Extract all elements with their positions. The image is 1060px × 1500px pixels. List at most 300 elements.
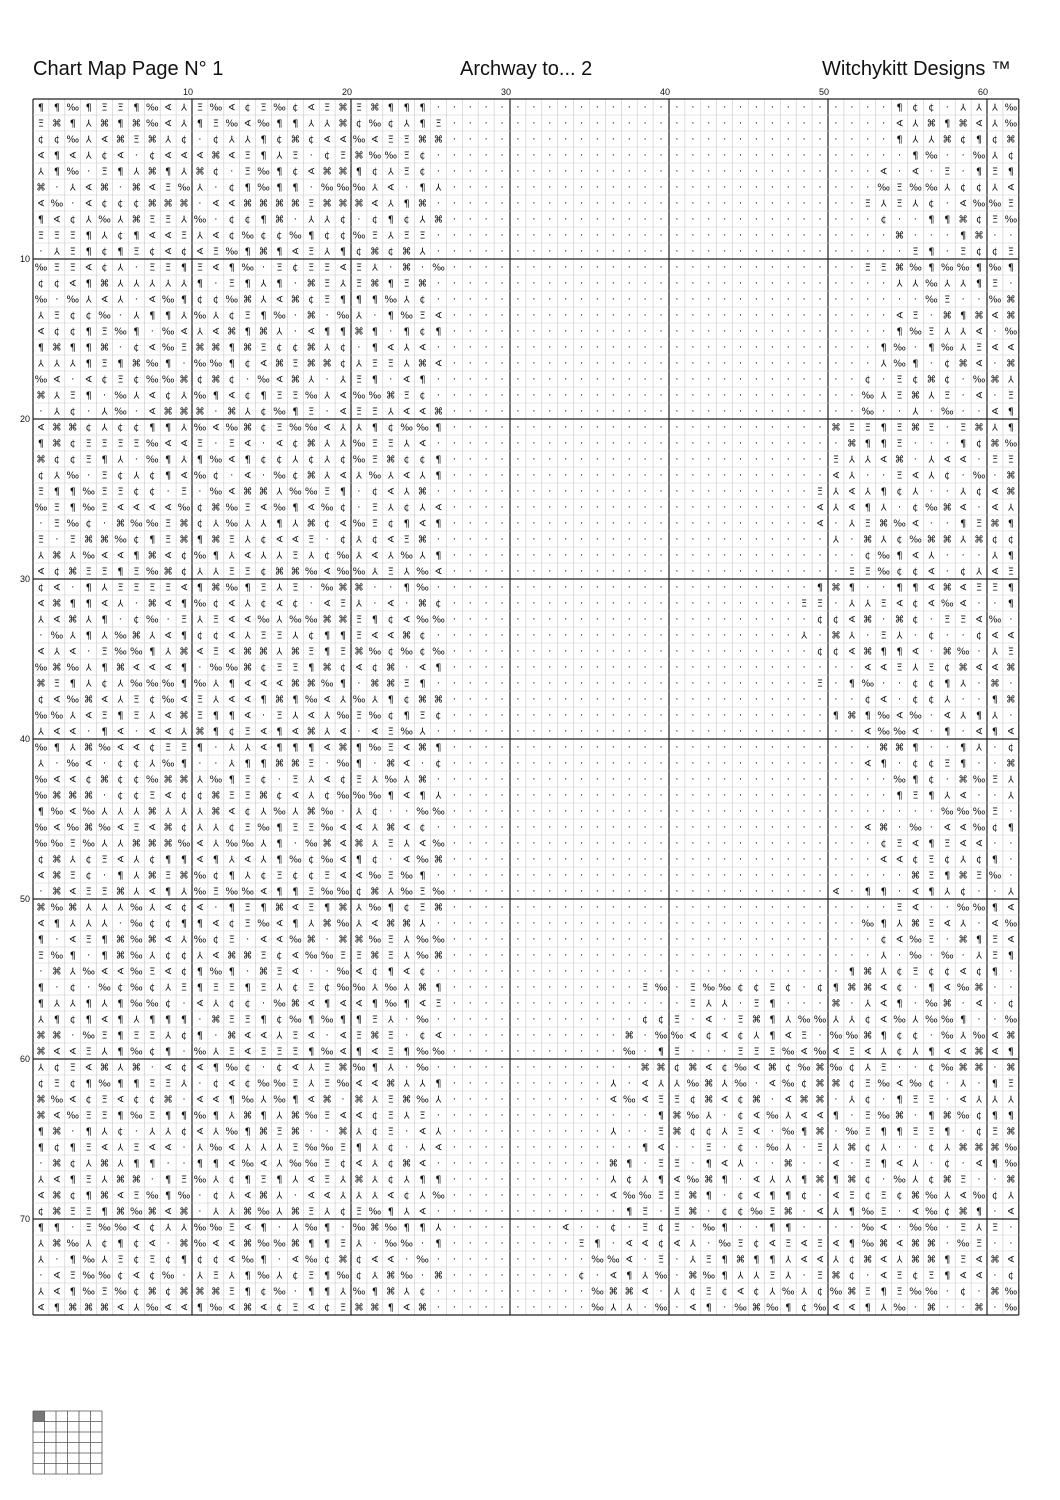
stitch-symbol: · xyxy=(659,550,663,562)
stitch-symbol: · xyxy=(611,230,615,242)
stitch-symbol: ∢ xyxy=(211,198,220,210)
stitch-symbol: · xyxy=(580,454,584,466)
stitch-symbol: · xyxy=(118,614,122,626)
stitch-symbol: ⌘ xyxy=(52,1238,62,1250)
stitch-symbol: · xyxy=(627,1014,631,1026)
stitch-symbol: · xyxy=(468,870,472,882)
stitch-symbol: Ξ xyxy=(37,486,44,498)
stitch-symbol: · xyxy=(818,854,822,866)
stitch-symbol: ∢ xyxy=(370,134,379,146)
stitch-symbol: ⌘ xyxy=(242,198,253,210)
stitch-symbol: ⅄ xyxy=(117,1142,124,1154)
stitch-symbol: · xyxy=(516,790,520,802)
stitch-symbol: ‰ xyxy=(129,934,143,946)
stitch-symbol: · xyxy=(500,1222,504,1234)
stitch-symbol: ¶ xyxy=(721,1174,728,1186)
stitch-symbol: Ξ xyxy=(133,1190,140,1202)
stitch-symbol: · xyxy=(627,886,631,898)
stitch-symbol: · xyxy=(468,134,472,146)
stitch-symbol: · xyxy=(834,678,838,690)
stitch-symbol: ‰ xyxy=(972,470,986,482)
stitch-symbol: ¢ xyxy=(101,678,108,690)
stitch-symbol: Ξ xyxy=(101,102,108,114)
stitch-symbol: ⌘ xyxy=(370,246,380,258)
stitch-symbol: · xyxy=(643,582,647,594)
stitch-symbol: · xyxy=(452,1174,456,1186)
stitch-symbol: Ξ xyxy=(928,1270,935,1282)
stitch-symbol: · xyxy=(675,182,679,194)
stitch-symbol: · xyxy=(850,118,854,130)
stitch-symbol: · xyxy=(484,1094,488,1106)
stitch-symbol: ⅄ xyxy=(308,214,315,226)
stitch-symbol: ⌘ xyxy=(83,822,94,834)
current-page-cell xyxy=(33,1411,45,1422)
stitch-symbol: Ξ xyxy=(165,582,172,594)
stitch-symbol: ‰ xyxy=(940,262,954,274)
stitch-symbol: ⌘ xyxy=(910,390,921,402)
stitch-symbol: · xyxy=(850,550,854,562)
stitch-symbol: · xyxy=(723,454,727,466)
stitch-symbol: · xyxy=(723,518,727,530)
stitch-symbol: ¢ xyxy=(196,518,203,530)
stitch-symbol: ¶ xyxy=(594,1238,601,1250)
stitch-symbol: ¢ xyxy=(387,422,394,434)
stitch-symbol: ⅄ xyxy=(212,822,219,834)
stitch-symbol: · xyxy=(770,710,774,722)
stitch-symbol: ⅄ xyxy=(356,550,362,562)
stitch-symbol: · xyxy=(516,934,520,946)
stitch-symbol: ¶ xyxy=(37,982,44,994)
stitch-symbol: ⌘ xyxy=(433,694,444,706)
stitch-symbol: ¢ xyxy=(85,774,92,786)
stitch-symbol: · xyxy=(739,486,743,498)
stitch-symbol: ⌘ xyxy=(990,1254,1000,1266)
stitch-symbol: · xyxy=(468,838,472,850)
stitch-symbol: ¶ xyxy=(149,646,156,658)
stitch-symbol: ¢ xyxy=(165,918,172,930)
stitch-symbol: · xyxy=(659,134,663,146)
stitch-symbol: · xyxy=(436,1254,440,1266)
stitch-symbol: · xyxy=(913,438,917,450)
stitch-symbol: ⅄ xyxy=(133,886,140,898)
stitch-symbol: · xyxy=(516,454,520,466)
stitch-symbol: · xyxy=(516,886,520,898)
stitch-symbol: · xyxy=(611,1238,615,1250)
stitch-symbol: · xyxy=(516,1046,520,1058)
stitch-symbol: ⅄ xyxy=(387,550,394,562)
stitch-symbol: Ξ xyxy=(85,886,92,898)
stitch-symbol: ⅄ xyxy=(101,838,108,850)
stitch-symbol: ‰ xyxy=(304,1142,318,1154)
stitch-symbol: · xyxy=(723,854,727,866)
stitch-symbol: ¶ xyxy=(69,502,76,514)
stitch-symbol: ¶ xyxy=(101,950,108,962)
stitch-symbol: · xyxy=(739,822,743,834)
stitch-symbol: ⌘ xyxy=(258,486,269,498)
stitch-symbol: · xyxy=(595,1014,599,1026)
stitch-symbol: ‰ xyxy=(66,662,80,674)
stitch-symbol: Ξ xyxy=(292,1078,299,1090)
stitch-symbol: ⅄ xyxy=(197,566,203,578)
stitch-symbol: · xyxy=(723,486,727,498)
stitch-symbol: ‰ xyxy=(336,566,350,578)
stitch-symbol: · xyxy=(484,550,488,562)
stitch-symbol: · xyxy=(739,758,743,770)
stitch-symbol: ¢ xyxy=(642,1014,649,1026)
stitch-symbol: · xyxy=(818,662,822,674)
stitch-symbol: ⅄ xyxy=(960,918,967,930)
stitch-symbol: ⅄ xyxy=(912,1046,919,1058)
stitch-symbol: · xyxy=(595,950,599,962)
stitch-symbol: ¢ xyxy=(419,390,426,402)
stitch-symbol: · xyxy=(818,198,822,210)
stitch-symbol: · xyxy=(516,742,520,754)
stitch-symbol: · xyxy=(643,182,647,194)
stitch-symbol: ∢ xyxy=(402,406,411,418)
stitch-symbol: · xyxy=(723,310,727,322)
stitch-symbol: · xyxy=(1009,614,1013,626)
stitch-symbol: · xyxy=(611,518,615,530)
stitch-symbol: ‰ xyxy=(145,102,159,114)
stitch-symbol: · xyxy=(913,1062,917,1074)
stitch-symbol: ⌘ xyxy=(163,822,173,834)
stitch-symbol: · xyxy=(580,902,584,914)
stitch-symbol: ‰ xyxy=(972,806,986,818)
stitch-symbol: · xyxy=(516,294,520,306)
stitch-symbol: · xyxy=(818,1222,822,1234)
stitch-symbol: ⌘ xyxy=(433,134,444,146)
stitch-symbol: ¶ xyxy=(276,278,283,290)
stitch-symbol: · xyxy=(739,534,743,546)
stitch-symbol: · xyxy=(723,566,727,578)
stitch-symbol: · xyxy=(580,758,584,770)
stitch-symbol: ‰ xyxy=(114,630,127,642)
stitch-symbol: · xyxy=(611,998,615,1010)
stitch-symbol: Ξ xyxy=(419,902,426,914)
stitch-symbol: ‰ xyxy=(781,1078,795,1090)
stitch-symbol: Ξ xyxy=(403,678,410,690)
stitch-symbol: · xyxy=(516,1302,520,1314)
stitch-symbol: · xyxy=(739,422,743,434)
stitch-symbol: ⅄ xyxy=(133,854,140,866)
stitch-symbol: ‰ xyxy=(352,1062,366,1074)
stitch-symbol: ⅄ xyxy=(833,1142,839,1154)
stitch-symbol: Ξ xyxy=(244,918,251,930)
stitch-symbol: ¢ xyxy=(1007,742,1014,754)
stitch-symbol: · xyxy=(103,518,107,530)
stitch-symbol: · xyxy=(754,326,758,338)
stitch-symbol: · xyxy=(882,678,886,690)
stitch-symbol: · xyxy=(500,1270,504,1282)
stitch-symbol: · xyxy=(548,342,552,354)
stitch-symbol: ⅄ xyxy=(324,438,331,450)
stitch-symbol: ⌘ xyxy=(417,694,428,706)
stitch-symbol: ⌘ xyxy=(926,1254,937,1266)
stitch-symbol: · xyxy=(564,646,568,658)
stitch-symbol: ¶ xyxy=(101,934,108,946)
stitch-symbol: ⅄ xyxy=(340,1190,346,1202)
stitch-symbol: · xyxy=(961,1302,965,1314)
stitch-symbol: · xyxy=(452,822,456,834)
stitch-symbol: ∢ xyxy=(816,1206,825,1218)
stitch-symbol: · xyxy=(516,582,520,594)
stitch-symbol: ¢ xyxy=(196,790,203,802)
stitch-symbol: · xyxy=(675,198,679,210)
stitch-symbol: ∢ xyxy=(259,1158,268,1170)
stitch-symbol: ⅄ xyxy=(165,646,172,658)
stitch-symbol: Ξ xyxy=(737,1046,744,1058)
stitch-symbol: ⅄ xyxy=(117,694,124,706)
stitch-symbol: · xyxy=(993,358,997,370)
stitch-symbol: · xyxy=(723,726,727,738)
stitch-symbol: ¢ xyxy=(928,1078,935,1090)
stitch-symbol: ‰ xyxy=(193,934,207,946)
stitch-symbol: ¶ xyxy=(244,1270,251,1282)
stitch-symbol: ‰ xyxy=(257,1078,270,1090)
stitch-symbol: ¢ xyxy=(832,646,839,658)
stitch-symbol: ¶ xyxy=(976,710,983,722)
stitch-symbol: ¢ xyxy=(960,134,967,146)
stitch-symbol: · xyxy=(818,150,822,162)
stitch-symbol: ⌘ xyxy=(942,998,952,1010)
stitch-symbol: ∢ xyxy=(434,1030,443,1042)
stitch-symbol: ⅄ xyxy=(976,1094,982,1106)
stitch-symbol: ¢ xyxy=(991,134,998,146)
stitch-symbol: ‰ xyxy=(893,1302,906,1314)
stitch-symbol: ∢ xyxy=(1006,630,1015,642)
stitch-symbol: · xyxy=(484,774,488,786)
stitch-symbol: ‰ xyxy=(50,1094,64,1106)
stitch-symbol: · xyxy=(754,134,758,146)
stitch-symbol: ¶ xyxy=(355,742,362,754)
stitch-symbol: · xyxy=(754,854,758,866)
stitch-symbol: · xyxy=(564,358,568,370)
stitch-symbol: Ξ xyxy=(181,342,188,354)
stitch-symbol: ¶ xyxy=(435,518,442,530)
stitch-symbol: ∢ xyxy=(990,486,999,498)
stitch-symbol: ⌘ xyxy=(688,1270,698,1282)
stitch-symbol: · xyxy=(484,902,488,914)
stitch-symbol: · xyxy=(452,854,456,866)
stitch-symbol: · xyxy=(71,582,75,594)
stitch-symbol: Ξ xyxy=(69,1206,76,1218)
stitch-symbol: · xyxy=(754,246,758,258)
stitch-symbol: ‰ xyxy=(924,1206,938,1218)
stitch-symbol: · xyxy=(739,1222,743,1234)
stitch-symbol: · xyxy=(770,550,774,562)
stitch-symbol: · xyxy=(532,854,536,866)
stitch-symbol: ⌘ xyxy=(211,342,221,354)
stitch-symbol: · xyxy=(929,438,933,450)
stitch-symbol: · xyxy=(739,118,743,130)
stitch-symbol: · xyxy=(468,374,472,386)
stitch-symbol: ¶ xyxy=(960,438,967,450)
stitch-symbol: ¢ xyxy=(133,198,140,210)
stitch-symbol: · xyxy=(516,1286,520,1298)
stitch-symbol: ¶ xyxy=(37,806,44,818)
stitch-symbol: · xyxy=(532,454,536,466)
stitch-symbol: · xyxy=(564,902,568,914)
stitch-symbol: ‰ xyxy=(129,950,143,962)
stitch-symbol: ⅄ xyxy=(181,806,187,818)
stitch-symbol: · xyxy=(834,566,838,578)
stitch-symbol: Ξ xyxy=(880,630,887,642)
stitch-symbol: ¶ xyxy=(705,1302,712,1314)
stitch-symbol: ‰ xyxy=(193,310,207,322)
stitch-symbol: ⅄ xyxy=(181,102,187,114)
stitch-symbol: ‰ xyxy=(241,230,255,242)
stitch-symbol: · xyxy=(532,246,536,258)
stitch-symbol: ¢ xyxy=(149,918,156,930)
stitch-symbol: · xyxy=(182,1142,186,1154)
stitch-symbol: Ξ xyxy=(196,694,203,706)
stitch-symbol: ⅄ xyxy=(626,1302,633,1314)
stitch-symbol: · xyxy=(627,518,631,530)
stitch-symbol: ¶ xyxy=(196,278,203,290)
stitch-symbol: · xyxy=(214,1030,218,1042)
stitch-symbol: · xyxy=(834,934,838,946)
stitch-symbol: · xyxy=(770,902,774,914)
stitch-symbol: ⌘ xyxy=(433,950,444,962)
stitch-symbol: ‰ xyxy=(1004,214,1018,226)
stitch-symbol: · xyxy=(548,1030,552,1042)
stitch-symbol: ‰ xyxy=(82,1286,96,1298)
stitch-symbol: · xyxy=(595,742,599,754)
stitch-symbol: · xyxy=(389,582,393,594)
stitch-symbol: ¢ xyxy=(149,1270,156,1282)
stitch-symbol: ¶ xyxy=(960,518,967,530)
stitch-symbol: · xyxy=(945,566,949,578)
stitch-symbol: ∢ xyxy=(339,1110,348,1122)
stitch-symbol: · xyxy=(548,1302,552,1314)
stitch-symbol: ∢ xyxy=(116,150,125,162)
stitch-symbol: ¢ xyxy=(817,982,824,994)
stitch-symbol: ⌘ xyxy=(704,1174,714,1186)
stitch-symbol: · xyxy=(595,422,599,434)
stitch-symbol: · xyxy=(484,502,488,514)
stitch-symbol: Ξ xyxy=(896,374,903,386)
stitch-symbol: ¶ xyxy=(848,966,855,978)
stitch-symbol: ¶ xyxy=(149,310,156,322)
stitch-symbol: · xyxy=(707,150,711,162)
stitch-symbol: Ξ xyxy=(387,134,394,146)
stitch-symbol: ‰ xyxy=(416,854,429,866)
stitch-symbol: · xyxy=(739,390,743,402)
stitch-symbol: ¶ xyxy=(928,838,935,850)
stitch-symbol: ¶ xyxy=(117,166,124,178)
stitch-symbol: ⌘ xyxy=(227,406,237,418)
stitch-symbol: ⌘ xyxy=(36,902,46,914)
stitch-symbol: ‰ xyxy=(209,966,223,978)
stitch-symbol: · xyxy=(548,1110,552,1122)
stitch-symbol: Ξ xyxy=(387,1030,394,1042)
stitch-symbol: ⌘ xyxy=(910,870,921,882)
stitch-symbol: ‰ xyxy=(288,614,302,626)
stitch-symbol: ¶ xyxy=(991,694,998,706)
stitch-symbol: · xyxy=(532,1254,536,1266)
stitch-symbol: · xyxy=(770,838,774,850)
stitch-symbol: ‰ xyxy=(145,1190,159,1202)
stitch-symbol: ∢ xyxy=(752,1190,761,1202)
stitch-symbol: ⅄ xyxy=(53,406,60,418)
stitch-symbol: · xyxy=(834,214,838,226)
stitch-symbol: ⌘ xyxy=(179,518,189,530)
stitch-symbol: ‰ xyxy=(193,678,207,690)
stitch-symbol: ¶ xyxy=(944,1254,951,1266)
stitch-symbol: · xyxy=(866,230,870,242)
stitch-symbol: · xyxy=(627,726,631,738)
stitch-symbol: ⌘ xyxy=(306,726,316,738)
stitch-symbol: · xyxy=(961,550,965,562)
stitch-symbol: · xyxy=(675,614,679,626)
stitch-symbol: · xyxy=(484,1030,488,1042)
stitch-symbol: Ξ xyxy=(960,1254,967,1266)
stitch-symbol: ¶ xyxy=(196,966,203,978)
stitch-symbol: · xyxy=(754,438,758,450)
stitch-symbol: Ξ xyxy=(149,1078,156,1090)
stitch-symbol: ‰ xyxy=(177,838,191,850)
stitch-symbol: ∢ xyxy=(307,1302,316,1314)
stitch-symbol: · xyxy=(484,1062,488,1074)
stitch-symbol: Ξ xyxy=(864,1158,871,1170)
stitch-symbol: ∢ xyxy=(116,742,125,754)
stitch-symbol: Ξ xyxy=(228,982,235,994)
stitch-symbol: · xyxy=(818,246,822,258)
stitch-symbol: · xyxy=(611,982,615,994)
stitch-symbol: ¢ xyxy=(181,246,188,258)
stitch-symbol: ⅄ xyxy=(244,598,251,610)
stitch-symbol: · xyxy=(945,774,949,786)
stitch-symbol: Ξ xyxy=(896,198,903,210)
stitch-symbol: · xyxy=(866,294,870,306)
stitch-symbol: ⅄ xyxy=(769,1286,776,1298)
stitch-symbol: · xyxy=(850,806,854,818)
stitch-symbol: ¶ xyxy=(928,886,935,898)
stitch-symbol: ∢ xyxy=(784,1030,793,1042)
stitch-symbol: ‰ xyxy=(66,1238,80,1250)
stitch-symbol: ⅄ xyxy=(197,1270,203,1282)
stitch-symbol: ¢ xyxy=(260,598,267,610)
stitch-symbol: · xyxy=(564,374,568,386)
stitch-symbol: ⌘ xyxy=(131,630,142,642)
stitch-symbol: ¢ xyxy=(85,310,92,322)
stitch-symbol: · xyxy=(484,518,488,530)
stitch-symbol: ¢ xyxy=(181,822,188,834)
stitch-symbol: ¶ xyxy=(1007,582,1014,594)
stitch-symbol: · xyxy=(866,278,870,290)
stitch-symbol: · xyxy=(71,198,75,210)
stitch-symbol: ¢ xyxy=(864,550,871,562)
stitch-symbol: · xyxy=(802,550,806,562)
stitch-symbol: Ξ xyxy=(165,262,172,274)
stitch-symbol: · xyxy=(532,1238,536,1250)
stitch-symbol: · xyxy=(548,102,552,114)
stitch-symbol: · xyxy=(691,182,695,194)
stitch-symbol: · xyxy=(484,262,488,274)
stitch-symbol: ⅄ xyxy=(244,742,251,754)
stitch-symbol: ¶ xyxy=(181,1254,188,1266)
stitch-symbol: ∢ xyxy=(164,102,173,114)
stitch-symbol: ∢ xyxy=(148,822,157,834)
stitch-symbol: ¢ xyxy=(149,1094,156,1106)
stitch-symbol: · xyxy=(659,630,663,642)
stitch-symbol: · xyxy=(134,406,138,418)
stitch-symbol: ‰ xyxy=(368,390,382,402)
stitch-symbol: · xyxy=(516,390,520,402)
stitch-symbol: · xyxy=(564,950,568,962)
stitch-symbol: ¢ xyxy=(960,182,967,194)
stitch-symbol: ∢ xyxy=(116,502,125,514)
